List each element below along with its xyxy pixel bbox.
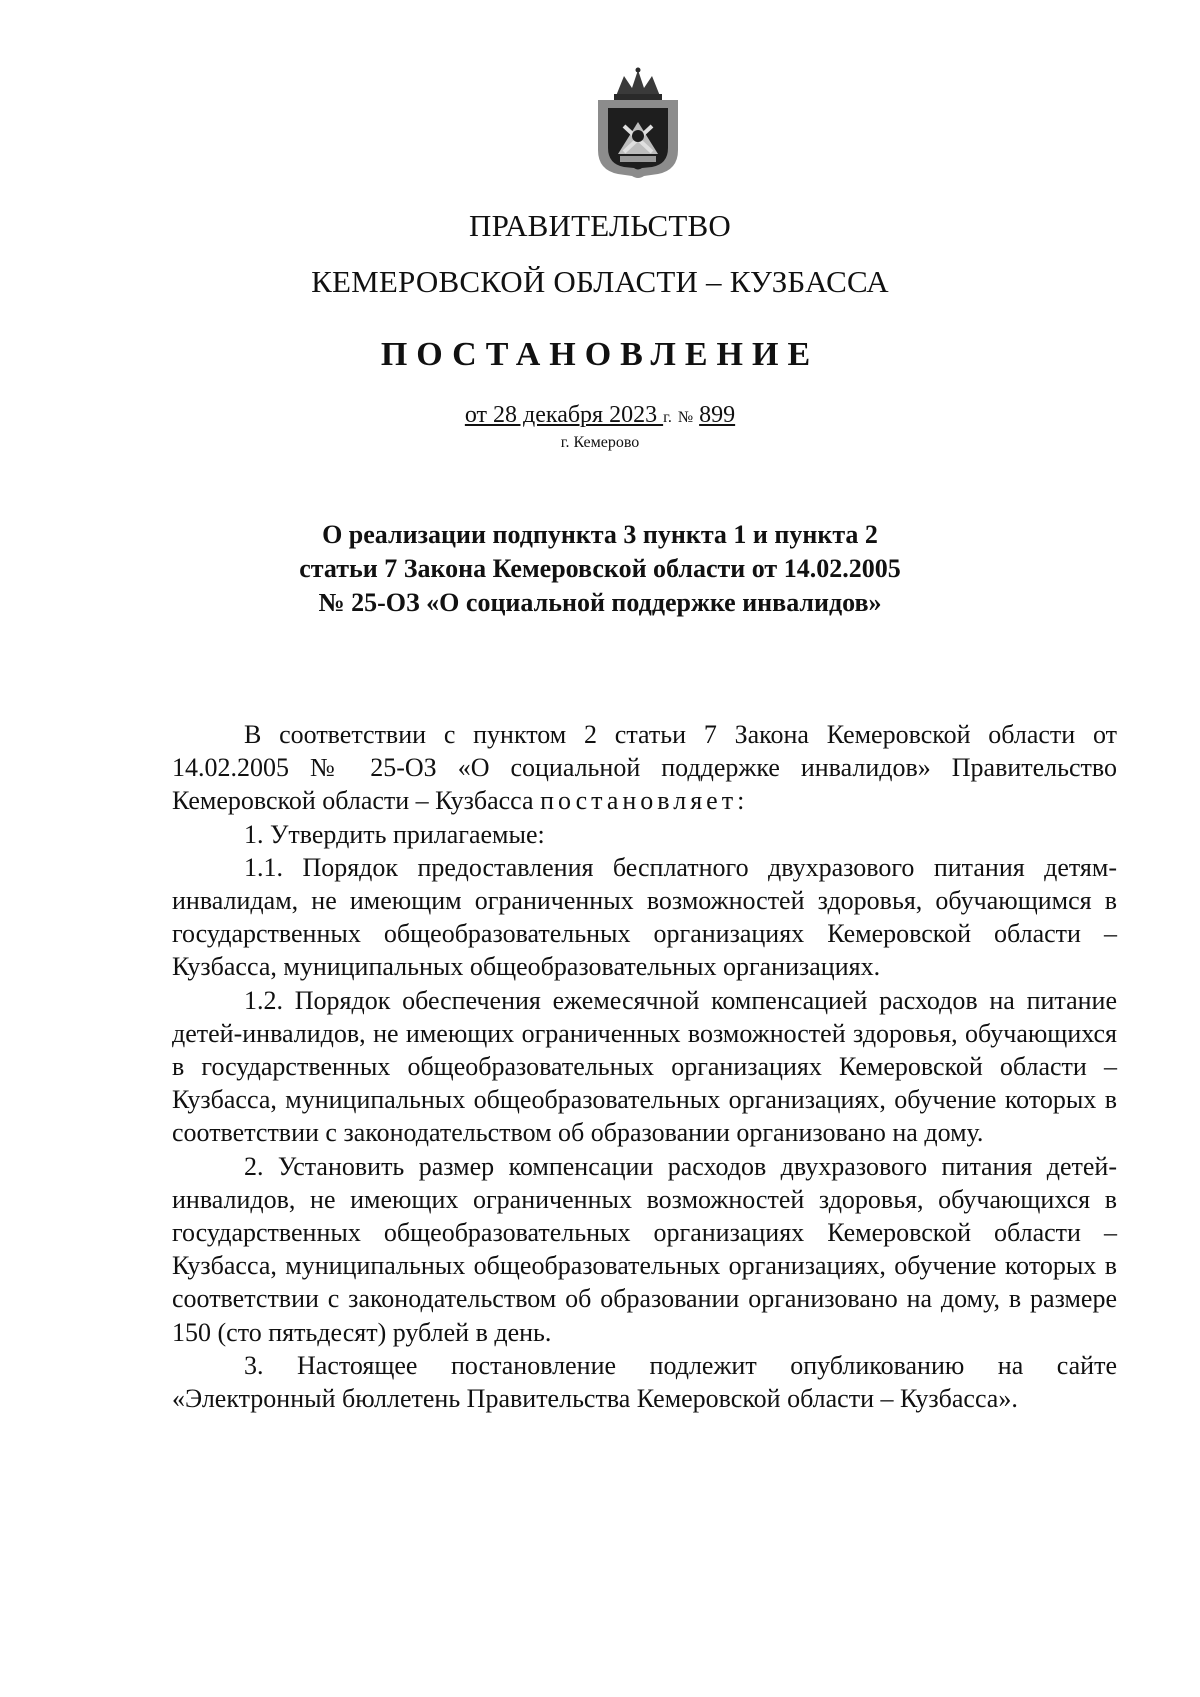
year-suffix: г. <box>663 409 672 426</box>
document-date: от 28 декабря 2023 <box>464 402 664 428</box>
title-line-2: статьи 7 Закона Кемеровской области от 14.02.2005 <box>299 554 901 583</box>
document-city: г. Кемерово <box>560 434 640 451</box>
intro-text: В соответствии с пунктом 2 статьи 7 Закона Кемеровской области от 14.02.2005 № 25-ОЗ «О социальной поддержке инвалидов» Правительство Кемеровской области – Кузбасса <box>172 720 1117 816</box>
organization-name-line-2: КЕМЕРОВСКОЙ ОБЛАСТИ – КУЗБАССА <box>311 264 889 299</box>
date-number-line <box>0 402 1200 429</box>
intro-paragraph <box>172 718 1117 818</box>
document-type: ПОСТАНОВЛЕНИЕ <box>380 336 820 373</box>
intro-verb: постановляет <box>540 786 738 816</box>
paragraph-item-1-2: 1.2. Порядок обеспечения ежемесячной компенсацией расходов на питание детей-инвалидов, не имеющих ограниченных возможностей здоровья, обучающихся в государственных общеобразовательных организациях Кемеровской области – Кузбасса, муниципальных общеобразовательных организациях, обучение которых в соответствии с законодательством об образовании организовано на дому. <box>172 985 1117 1148</box>
title-line-3: № 25-ОЗ «О социальной поддержке инвалидов» <box>318 588 882 617</box>
paragraph-item-3: 3. Настоящее постановление подлежит опубликованию на сайте «Электронный бюллетень Правительства Кемеровской области – Кузбасса». <box>172 1350 1117 1414</box>
paragraph-item-1-1: 1.1. Порядок предоставления бесплатного двухразового питания детям-инвалидам, не имеющим ограниченных возможностей здоровья, обучающимся в государственных общеобразовательных организациях Кемеровской области – Кузбасса, муниципальных общеобразовательных организациях. <box>172 852 1117 982</box>
coat-of-arms-icon <box>594 66 682 184</box>
number-label: № <box>677 409 694 426</box>
intro-end: : <box>737 786 745 816</box>
title-line-1: О реализации подпункта 3 пункта 1 и пункта 2 <box>322 520 878 549</box>
document-title <box>0 518 1200 620</box>
document-number: 899 <box>699 402 736 428</box>
paragraph-item-2: 2. Установить размер компенсации расходов двухразового питания детей-инвалидов, не имеющих ограниченных возможностей здоровья, обучающихся в государственных общеобразовательных организациях Кемеровской области – Кузбасса, муниципальных общеобразовательных организациях, обучение которых в соответствии с законодательством об образовании организовано на дому, в размере 150 (сто пятьдесят) рублей в день. <box>172 1151 1117 1347</box>
organization-name-line-1: ПРАВИТЕЛЬСТВО <box>469 208 731 243</box>
paragraph-item-1: 1. Утвердить прилагаемые: <box>244 819 545 849</box>
document-body <box>172 718 1117 1415</box>
